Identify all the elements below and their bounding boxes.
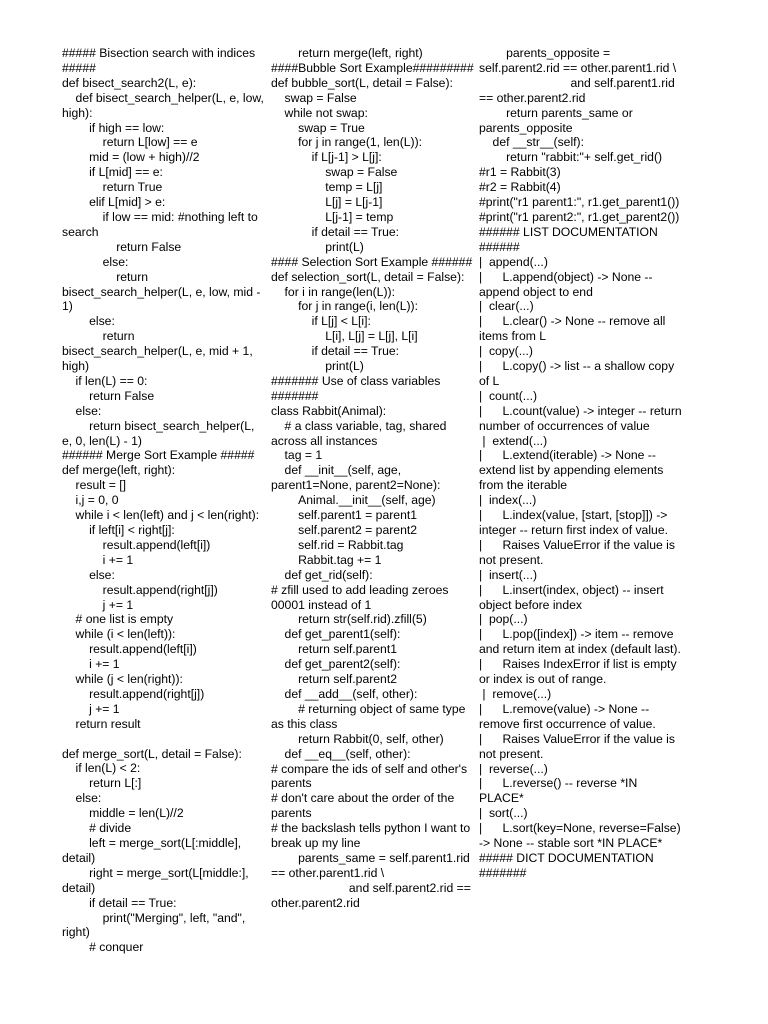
code-line: # conquer [62,940,144,955]
code-line: # one list is empty [62,612,174,627]
code-line: def merge(left, right): [62,463,176,478]
code-line: # divide [62,821,132,836]
code-line: | L.clear() -> None -- remove all items from L [479,314,669,344]
code-line: # the backslash tells python I want to break up my line [271,821,474,851]
code-line: | L.index(value, [start, [stop]]) -> integer -- return first index of value. [479,508,671,537]
code-line: for i in range(len(L)): [271,284,395,299]
code-line: | L.append(object) -> None -- append object to end [479,269,656,299]
code-line: elif L[mid] > e: [62,195,166,210]
code-line: result = [] [62,478,127,493]
code-line: | sort(...) [479,806,528,821]
code-line: def get_parent2(self): [271,657,401,672]
code-line: return bisect_search_helper(L, e, mid + 1, high) [62,329,257,374]
code-line: i += 1 [62,552,134,567]
code-line: return self.parent2 [271,672,398,687]
code-line: if L[mid] == e: [62,165,163,180]
code-line: def selection_sort(L, detail = False): [271,269,465,284]
code-line: middle = len(L)//2 [62,806,184,821]
code-line: self.rid = Rabbit.tag [271,537,404,552]
code-line: if detail == True: [271,224,400,239]
code-line: while (i < len(left)): [62,627,176,642]
code-line: ####Bubble Sort Example######### [271,60,474,75]
code-line: while (j < len(right)): [62,672,183,687]
code-line: self.parent1 = parent1 [271,508,418,523]
code-line: if low == mid: #nothing left to search [62,209,262,239]
code-line: return self.parent1 [271,642,398,657]
code-line: | L.count(value) -> integer -- return number of occurrences of value [479,403,686,433]
code-line: swap = False [271,165,398,180]
code-line: and self.parent1.rid == other.parent2.rid [479,75,679,105]
code-line: # zfill used to add leading zeroes 00001 instead of 1 [271,582,452,612]
code-line: swap = False [271,90,357,105]
code-line: # don't care about the order of the parents [271,791,458,821]
code-line: | index(...) [479,493,537,508]
code-line: #print("r1 parent2:", r1.get_parent2()) [479,209,680,224]
code-line: else: [62,791,102,806]
code-line: Animal.__init__(self, age) [271,493,436,508]
code-line: print(L) [271,239,364,254]
code-line: return False [62,388,155,403]
code-line: # a class variable, tag, shared across all instances [271,418,450,448]
code-line: tag = 1 [271,448,323,463]
code-line: return Rabbit(0, self, other) [271,731,444,746]
code-line: def merge_sort(L, detail = False): [62,746,242,761]
code-line: ##### DICT DOCUMENTATION ####### [479,850,658,880]
code-line: def bisect_search2(L, e): [62,75,197,90]
code-line: class Rabbit(Animal): [271,403,387,418]
code-line: | insert(...) [479,567,538,582]
code-line: return merge(left, right) [271,46,423,60]
code-line: i,j = 0, 0 [62,493,119,508]
code-line: return bisect_search_helper(L, e, 0, len(L) - 1) [62,418,258,448]
code-line: print(L) [271,359,364,374]
code-line: | remove(...) [479,686,552,701]
code-line: if len(L) == 0: [62,373,148,388]
code-line: j += 1 [62,597,134,612]
code-line: for j in range(1, len(L)): [271,135,423,150]
middle-column [271,46,474,911]
code-line: if detail == True: [271,344,400,359]
code-line: def get_rid(self): [271,567,373,582]
code-line: | Raises ValueError if the value is not present. [479,537,679,567]
code-line: self.parent2 = parent2 [271,523,418,537]
code-line: def __eq__(self, other): [271,746,411,761]
code-line: parents_opposite = self.parent2.rid == other.parent1.rid \ [479,46,677,75]
code-line: result.append(right[j]) [62,582,218,597]
code-line: | L.pop([index]) -> item -- remove and return item at index (default last). [479,627,681,657]
code-line: and self.parent2.rid == other.parent2.rid [271,880,475,910]
code-line: | Raises IndexError if list is empty or index is out of range. [479,657,680,687]
code-line: | L.sort(key=None, reverse=False) -> None -- stable sort *IN PLACE* [479,821,685,851]
code-line: else: [62,567,115,582]
code-line: def __str__(self): [479,135,584,150]
code-line: else: [62,403,102,418]
code-line: mid = (low + high)//2 [62,150,200,165]
code-line: | L.copy() -> list -- a shallow copy of L [479,359,678,388]
code-line: else: [62,254,129,269]
code-line: result.append(right[j]) [62,686,205,701]
code-line: | count(...) [479,388,538,403]
code-line: Rabbit.tag += 1 [271,552,382,567]
code-line: print("Merging", left, "and", right) [62,910,249,940]
code-line: # returning object of same type as this class [271,701,469,731]
code-line: def get_parent1(self): [271,627,401,642]
code-line: L[j] = L[j-1] [271,195,383,210]
code-line: for j in range(i, len(L)): [271,299,418,314]
code-line: while not swap: [271,105,368,120]
code-line: else: [62,314,115,329]
code-line: return parents_same or parents_opposite [479,105,637,135]
code-line: def bisect_search_helper(L, e, low, high): [62,90,268,120]
code-line: result.append(left[i]) [62,537,211,552]
code-line: swap = True [271,120,365,135]
code-line: if L[j] < L[i]: [271,314,371,329]
right-column [479,46,686,881]
code-line: def __init__(self, age, parent1=None, parent2=None): [271,463,441,493]
code-line: if high == low: [62,120,165,135]
code-line: if L[j-1] > L[j]: [271,150,382,165]
code-line: | reverse(...) [479,761,548,776]
code-line: #r2 = Rabbit(4) [479,180,561,195]
code-line: def __add__(self, other): [271,686,418,701]
code-line: j += 1 [62,701,120,716]
code-line: return False [62,239,182,254]
code-line: if len(L) < 2: [62,761,141,776]
code-line: left = merge_sort(L[:middle], detail) [62,836,245,865]
code-line: | L.insert(index, object) -- insert object before index [479,582,668,612]
code-line: ##### Bisection search with indices ##### [62,46,259,75]
code-line: return L[:] [62,776,142,791]
code-line: result.append(left[i]) [62,642,197,657]
code-line: return "rabbit:"+ self.get_rid() [479,150,663,165]
code-line: #### Selection Sort Example ###### [271,254,473,269]
code-line: | L.extend(iterable) -> None -- extend list by appending elements from the iterable [479,448,667,493]
code-line: i += 1 [62,657,120,672]
code-line: | copy(...) [479,344,533,359]
left-column [62,46,266,955]
code-line: L[i], L[j] = L[j], L[i] [271,329,418,344]
code-line: def bubble_sort(L, detail = False): [271,75,453,90]
code-line [62,732,266,747]
code-line: | extend(...) [479,433,548,448]
code-line: | L.reverse() -- reverse *IN PLACE* [479,776,641,806]
code-line: ####### Use of class variables ####### [271,373,444,403]
code-line: parents_same = self.parent1.rid == other.parent1.rid \ [271,850,474,880]
code-line: ###### LIST DOCUMENTATION ###### [479,224,662,254]
code-line: | pop(...) [479,612,528,627]
code-line: return result [62,716,141,731]
code-line: | clear(...) [479,299,534,314]
code-line: while i < len(left) and j < len(right): [62,508,260,523]
code-line: L[j-1] = temp [271,209,394,224]
code-line: | append(...) [479,254,548,269]
code-line: ###### Merge Sort Example ##### [62,448,255,463]
code-line: if left[i] < right[j]: [62,523,175,537]
code-line: right = merge_sort(L[middle:], detail) [62,865,253,895]
code-line: | Raises ValueError if the value is not present. [479,731,679,761]
code-line: # compare the ids of self and other's parents [271,761,471,791]
code-line: #print("r1 parent1:", r1.get_parent1()) [479,195,680,210]
code-line: | L.remove(value) -> None -- remove first occurrence of value. [479,701,656,731]
code-line: return bisect_search_helper(L, e, low, mid - 1) [62,269,264,314]
code-line: return True [62,180,163,195]
code-line: return L[low] == e [62,135,198,150]
code-line: return str(self.rid).zfill(5) [271,612,427,627]
code-line: if detail == True: [62,895,177,910]
code-line: temp = L[j] [271,180,383,195]
code-line: #r1 = Rabbit(3) [479,165,561,180]
